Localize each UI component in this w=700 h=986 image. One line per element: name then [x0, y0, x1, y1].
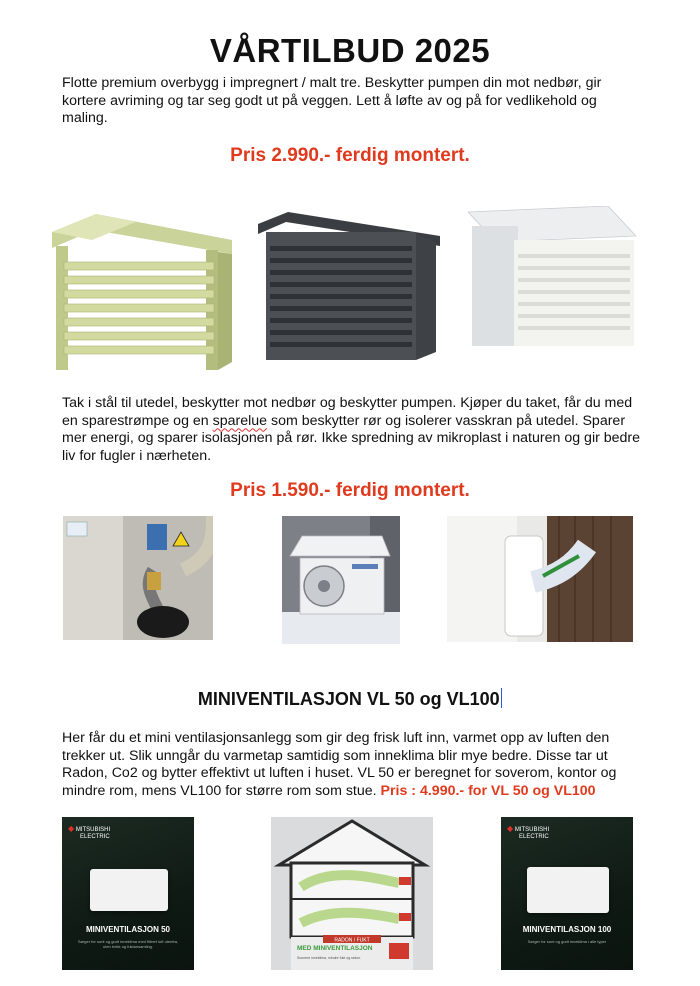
image-unit-pipe-sock	[63, 516, 213, 640]
unit-vl100	[527, 867, 609, 913]
image-house-diagram	[271, 817, 433, 970]
product-name-vl50: MINIVENTILASJON 50	[85, 925, 170, 934]
page-title: VÅRTILBUD 2025	[209, 32, 491, 69]
price-roof: Pris 1.590.- ferdig montert.	[230, 480, 470, 501]
image-cover-white	[468, 206, 638, 348]
spellcheck-word: sparelue	[212, 412, 268, 429]
diamond-icon: ◆	[68, 824, 75, 833]
section-heading-miniventilasjon: MINIVENTILASJON VL 50 og VL100	[0, 688, 700, 710]
image-vl50-brochure	[62, 817, 194, 970]
image-unit-steel-roof	[282, 516, 400, 644]
image-cover-dark	[258, 212, 442, 362]
brand-logo: ◆ MITSUBISHI ELECTRIC	[507, 824, 550, 840]
unit-vl50	[90, 869, 168, 911]
product-name-vl100: MINIVENTILASJON 100	[522, 925, 612, 934]
diagram-notes: Sunnere inneklima, mindre fukt og radon.	[297, 956, 362, 960]
price-covers: Pris 2.990.- ferdig montert.	[230, 145, 470, 166]
ventilation-paragraph: Her får du et mini ventilasjonsanlegg som gir deg frisk luft inn, varmet opp av luften den trekker ut. Slik unngår du varmetap samtidig som inneklima blir mye bedre. Disse tar ut Radon, Co2 og bytter effektivt ut luften i huset. VL 50 er beregnet for soverom, kontor og mindre rom, mens VL100 for større rom som stue. Pris : 4.990.- for VL 50 og VL100	[62, 730, 617, 799]
text-cursor	[501, 688, 503, 708]
image-unit-pipe-cover	[447, 516, 633, 642]
diagram-subtitle: MED MINIVENTILASJON	[297, 945, 373, 952]
diagram-tag: RADON / FUKT	[334, 937, 370, 944]
brand-logo: ◆ MITSUBISHI ELECTRIC	[68, 824, 111, 840]
image-cover-wood	[46, 212, 236, 372]
intro-paragraph: Flotte premium overbygg i impregnert / malt tre. Beskytter pumpen din mot nedbør, gir kortere avriming og tar seg godt ut på veggen. Lett å løfte av og på for vedlikehold og maling.	[62, 75, 602, 127]
product-tagline-vl50: Sørger for sunt og godt inneklima med filtrert luft utenfra, uten trekk og fuktansamling.	[77, 939, 179, 949]
image-vl100-brochure	[501, 817, 633, 970]
price-ventilation: Pris : 4.990.- for VL 50 og VL100	[380, 782, 596, 799]
diamond-icon: ◆	[507, 824, 514, 833]
roof-paragraph: Tak i stål til utedel, beskytter mot nedbør og beskytter pumpen. Kjøper du taket, får du med en sparestrømpe og en sparelue som beskytter rør og isolerer vasskran på utedel. Sparer mer energi, og sparer isolasjonen på rør. Ikke spredning av mikroplast i naturen og gir bedre liv for fugler i nærheten.	[62, 395, 641, 464]
product-tagline-vl100: Sørger for sunt og godt inneklima i alle typer	[527, 939, 607, 944]
